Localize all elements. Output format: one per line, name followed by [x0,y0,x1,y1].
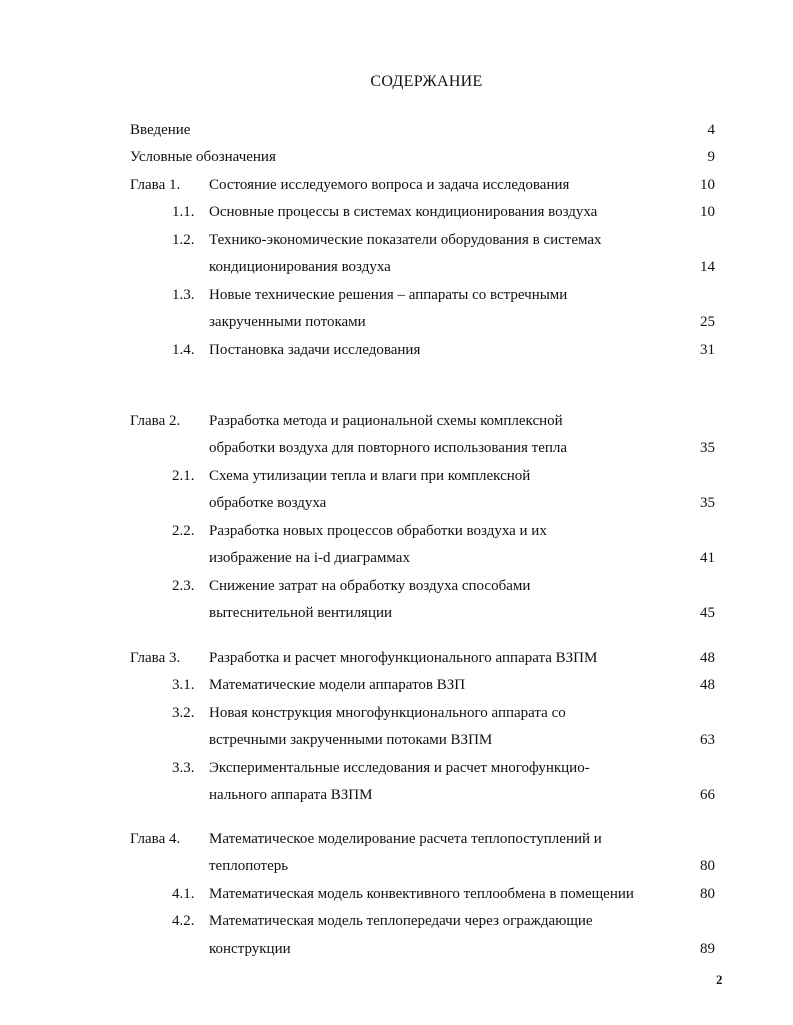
toc-entry-text: Разработка новых процессов обработки воздуха и их [209,523,547,539]
toc-entry-text: Схема утилизации тепла и влаги при комплексной [209,468,531,484]
toc-entry-page: 89 [700,941,715,957]
toc-entry-page: 25 [700,314,715,330]
toc-entry-text: вытеснительной вентиляции [209,605,393,621]
toc-entry-page: 45 [700,605,715,621]
toc-entry-text: встречными закрученными потоками ВЗПМ [209,732,493,748]
toc-entry-text: Разработка и расчет многофункционального аппарата ВЗПМ [209,650,598,666]
toc-entry-label: Глава 4. [130,831,181,847]
toc-entry-text: изображение на i-d диаграммах [209,550,410,566]
toc-entry-text: закрученными потоками [209,314,366,330]
toc-entry-page: 10 [700,204,715,220]
toc-entry-page: 63 [700,732,715,748]
toc-entry-label: Глава 2. [130,413,181,429]
toc-entry-label: 1.2. [172,232,195,248]
toc-entry-text: обработке воздуха [209,495,327,511]
toc-entry-label: 3.3. [172,760,195,776]
toc-entry-page: 41 [700,550,715,566]
toc-entry-page: 48 [700,677,715,693]
toc-entry-text: Технико-экономические показатели оборудования в системах [209,232,602,248]
toc-entry-label: 2.1. [172,468,195,484]
toc-entry-label: 4.2. [172,913,195,929]
toc-entry-text: Снижение затрат на обработку воздуха способами [209,578,531,594]
toc-entry-text: конструкции [209,941,291,957]
toc-entry-label: 3.2. [172,705,195,721]
toc-entry-page: 14 [700,259,715,275]
toc-entry-page: 80 [700,858,715,874]
toc-entry-text: Постановка задачи исследования [209,342,421,358]
toc-entry-text: Состояние исследуемого вопроса и задача исследования [209,177,570,193]
toc-entry-text: Математическая модель конвективного теплообмена в помещении [209,886,634,902]
toc-entry-text: Новая конструкция многофункционального аппарата со [209,705,566,721]
toc-entry-label: 4.1. [172,886,195,902]
toc-entry-label: 1.4. [172,342,195,358]
toc-entry-text: Условные обозначения [130,149,276,165]
toc-entry-page: 80 [700,886,715,902]
toc-entry-page: 10 [700,177,715,193]
toc-entry-text: Математическое моделирование расчета теплопоступлений и [209,831,602,847]
toc-entry-text: Математическая модель теплопередачи через ограждающие [209,913,593,929]
toc-entry-label: 3.1. [172,677,195,693]
toc-entry-label: Глава 1. [130,177,181,193]
toc-entry-page: 48 [700,650,715,666]
page-title: СОДЕРЖАНИЕ [370,73,483,90]
toc-entry-page: 9 [707,149,715,165]
toc-entry-text: теплопотерь [209,858,289,874]
page-number: 2 [716,972,723,987]
toc-entry-text: Экспериментальные исследования и расчет многофункцио- [209,760,590,776]
toc-entry-label: 1.3. [172,287,195,303]
toc-entry-page: 66 [700,787,715,803]
toc-entry-text: кондиционирования воздуха [209,259,391,275]
toc-entry-label: 2.2. [172,523,195,539]
toc-entry-page: 35 [700,495,715,511]
toc-entry-text: Новые технические решения – аппараты со встречными [209,287,568,303]
toc-entry-page: 4 [707,122,715,138]
toc-entry-text: Разработка метода и рациональной схемы комплексной [209,413,563,429]
toc-entry-page: 31 [700,342,715,358]
toc-entry-label: 1.1. [172,204,195,220]
toc-entry-page: 35 [700,440,715,456]
toc-entry-text: Введение [130,122,191,138]
toc-entry-text: Основные процессы в системах кондиционирования воздуха [209,204,598,220]
toc-entry-label: 2.3. [172,578,195,594]
toc-entry-label: Глава 3. [130,650,181,666]
toc-entry-text: обработки воздуха для повторного использования тепла [209,440,568,456]
toc-entry-text: нального аппарата ВЗПМ [209,787,373,803]
toc-entry-text: Математические модели аппаратов ВЗП [209,677,466,693]
